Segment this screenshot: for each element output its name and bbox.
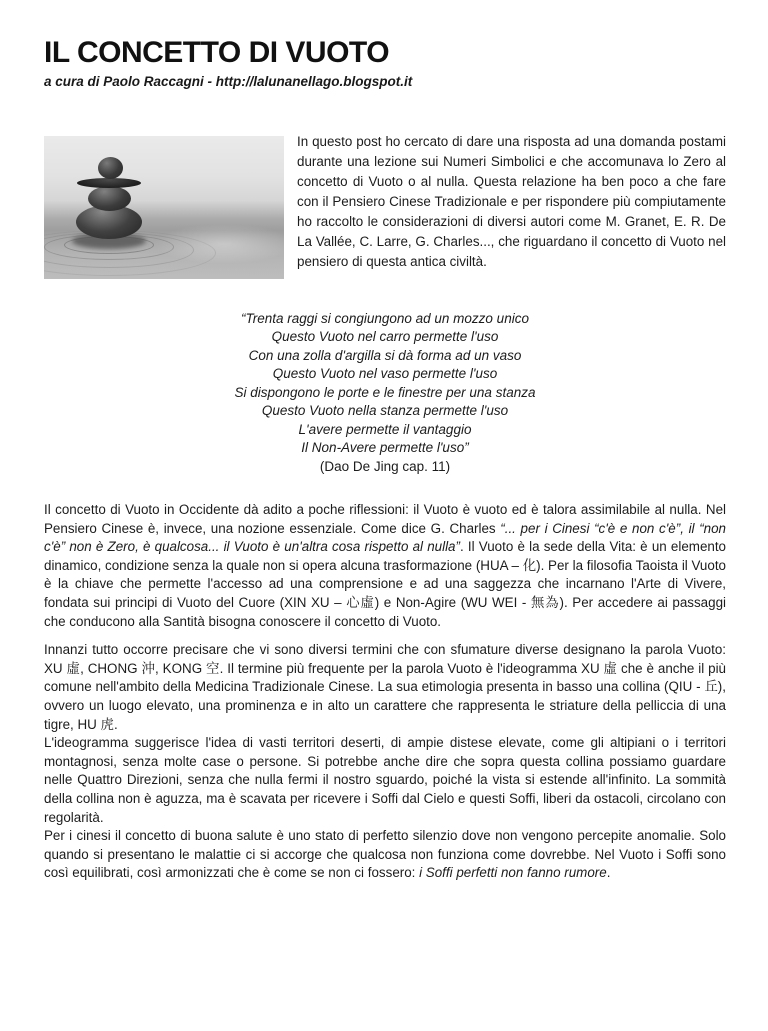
quote-line: Questo Vuoto nel carro permette l'uso: [271, 329, 499, 344]
intro-paragraph: In questo post ho cercato di dare una risposta ad una domanda postami durante una lezione sui Numeri Simbolici e che accomunava lo Zero al concetto di Vuoto o al nulla. Questa relazione ha ben poco a che fare con il Pensiero Cinese Tradizionale e per rispondere più compiutamente ho raccolto le considerazioni di diversi autori come M. Granet, E. R. De La Vallée, C. Larre, G. Charles..., che riguardano il concetto di Vuoto nel pensiero di questa antica civiltà.: [297, 133, 726, 269]
quote-attribution: (Dao De Jing cap. 11): [319, 458, 451, 474]
quote-lines: [44, 310, 726, 458]
text-span: .: [606, 865, 611, 881]
byline: a cura di Paolo Raccagni - http://lalunanellago.blogspot.it: [44, 73, 413, 89]
page-title: IL CONCETTO DI VUOTO: [44, 36, 390, 69]
quote-line: Si dispongono le porte e le finestre per una stanza: [234, 384, 536, 400]
italic-text-span: “... per i Cinesi “c'è e non c'è”, il “non c'è” non è Zero, è qualcosa... il Vuoto è un'altra cosa rispetto al nulla”: [44, 520, 726, 555]
quote-line: Il Non-Avere permette l'uso”: [301, 440, 469, 455]
quote-line: “Trenta raggi si congiungono ad un mozzo unico: [241, 310, 529, 326]
quote-line: Questo Vuoto nella stanza permette l'uso: [261, 403, 509, 418]
body-paragraph-1: [44, 501, 726, 631]
text-span: L'ideogramma suggerisce l'idea di vasti territori deserti, di ampie distese elevate, come gli altipiani o i territori montagnosi, senza molte case o persone. Si potrebbe anche dire che sopra questa collina possiamo guardare nelle Quattro Direzioni, senza che nulla fermi il nostro sguardo, poiché la vista si estende all'infinito. La sommità della collina non è aguzza, ma è scavata per ricevere i Soffi dal Cielo e questi Soffi, liberi da ostacoli, circolano con regolarità.: [44, 735, 726, 825]
stone-disc: [77, 178, 141, 188]
hero-row: [44, 133, 726, 279]
body-paragraph-2: [44, 641, 726, 734]
text-span: Innanzi tutto occorre precisare che vi sono diversi termini che con sfumature diverse designano la parola Vuoto: XU 虛, CHONG 沖, KONG 空. Il termine più frequente per la parola Vuoto è l'ideogramma XU 虛 che è anche il più comune nell'ambito della Medicina Tradizionale Cinese. La sua etimologia presenta in basso una collina (QIU - 丘), ovvero un luogo elevato, una prominenza e in alto un carattere che rappresenta le striature della pelliccia di una tigre, HU 虎.: [44, 642, 726, 732]
quote-line: Questo Vuoto nel vaso permette l'uso: [272, 366, 498, 381]
article-body: [44, 501, 726, 883]
stone-middle: [88, 186, 131, 211]
body-paragraph-3: [44, 734, 726, 827]
text-span: Per i cinesi il concetto di buona salute è uno stato di perfetto silenzio dove non vengono percepite anomalie. Solo quando si presentano le malattie ci si accorge che qualcosa non funziona come dovrebbe. Nel Vuoto i Soffi sono così equilibrati, così armonizzati che è come se non ci fossero:: [44, 828, 726, 881]
zen-stones-image: [44, 136, 284, 279]
stone-top: [98, 157, 123, 179]
body-paragraph-4: [44, 827, 726, 883]
document-page: [0, 37, 768, 1031]
italic-text-span: i Soffi perfetti non fanno rumore: [419, 865, 607, 881]
quote-line: Con una zolla d'argilla si dà forma ad un vaso: [248, 347, 522, 363]
quote-line: L'avere permette il vantaggio: [298, 421, 472, 437]
text-span: . Il Vuoto è la sede della Vita: è un elemento dinamico, condizione senza la quale non si opera alcuna trasformazione (HUA – 化). Per la filosofia Taoista il Vuoto è la chiave che permette l'accesso ad una comprensione e ad una saggezza che incarnano l'Arte di Vivere, fondata sui principi di Vuoto del Cuore (XIN XU – 心虛) e Non-Agire (WU WEI - 無為). Per accedere ai passaggi che conducono alla Santità bisogna conoscere il concetto di Vuoto.: [44, 539, 727, 629]
dao-de-jing-quote: [44, 310, 726, 477]
text-span: Il concetto di Vuoto in Occidente dà adito a poche riflessioni: il Vuoto è vuoto ed è talora assimilabile al nulla. Nel Pensiero Cinese è, invece, una nozione essenziale. Come dice G. Charles: [44, 502, 726, 536]
